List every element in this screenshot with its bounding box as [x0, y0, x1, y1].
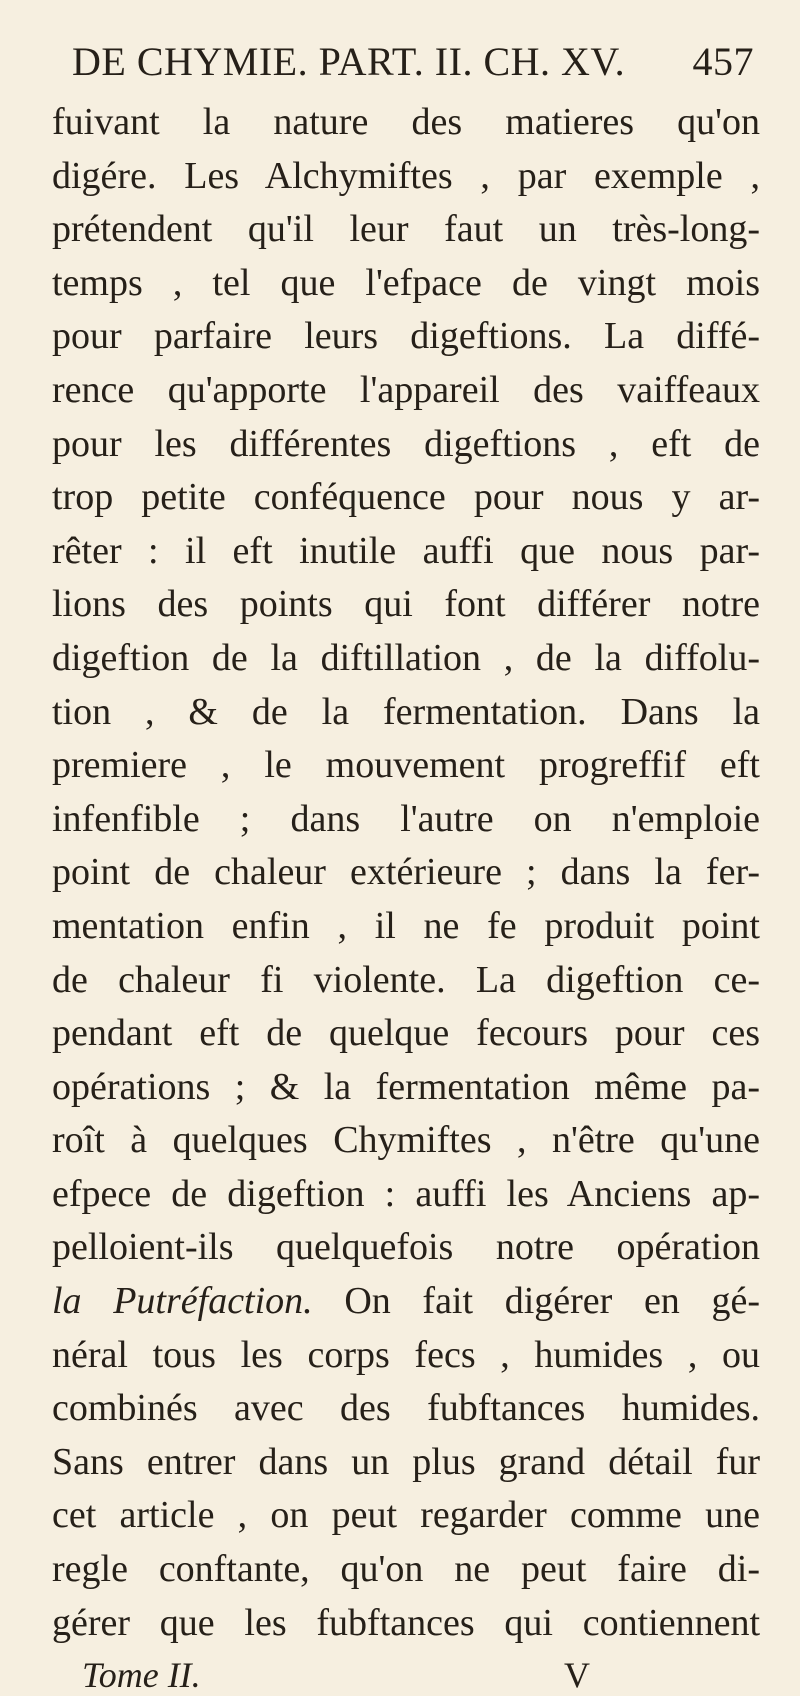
text-line: digére. Les Alchymiftes , par exemple , [52, 154, 760, 197]
text-line: mentation enfin , il ne fe produit point [52, 904, 760, 947]
page-footer [52, 1654, 760, 1696]
text-line: rêter : il eft inutile auffi que nous par- [52, 529, 760, 572]
tome-label: Tome II. [82, 1655, 201, 1696]
text-line: trop petite conféquence pour nous y ar- [52, 476, 760, 519]
italic-term: la Putréfaction. [52, 1280, 313, 1323]
text-line: pour les différentes digeftions , eft de [52, 422, 760, 465]
text-line: pendant eft de quelque fecours pour ces [52, 1012, 760, 1055]
running-title: DE CHYMIE. PART. II. CH. XV. [72, 39, 626, 84]
text-line: fuivant la nature des matieres qu'on [52, 101, 760, 143]
text-line: lions des points qui font différer notre [52, 583, 760, 626]
text-line: pelloient-ils quelquefois notre opération [52, 1226, 760, 1269]
text-line: efpece de digeftion : auffi les Anciens ap- [52, 1172, 760, 1215]
text-line: point de chaleur extérieure ; dans la fer- [52, 851, 760, 894]
body-text [52, 96, 760, 1650]
text-line: de chaleur fi violente. La digeftion ce- [52, 958, 760, 1001]
text-line-italic [52, 1275, 760, 1329]
text-line: temps , tel que l'efpace de vingt mois [52, 261, 760, 304]
page-number: 457 [692, 39, 754, 84]
text-line: tion , & de la fermentation. Dans la [52, 690, 760, 733]
text-line: digeftion de la diftillation , de la diffolu- [52, 636, 760, 679]
text-line: opérations ; & la fermentation même pa- [52, 1065, 760, 1108]
text-line: Sans entrer dans un plus grand détail fur [52, 1440, 760, 1483]
text-line: néral tous les corps fecs , humides , ou [52, 1333, 760, 1376]
text-line: cet article , on peut regarder comme une [52, 1494, 760, 1537]
signature-mark: V [564, 1655, 590, 1696]
text-line: prétendent qu'il leur faut un très-long- [52, 208, 760, 251]
text-line: gérer que les fubftances qui contiennent [52, 1601, 760, 1644]
page-header [52, 38, 760, 94]
text-line: pour parfaire leurs digeftions. La diffé- [52, 315, 760, 358]
text-line: roît à quelques Chymiftes , n'être qu'une [52, 1119, 760, 1162]
text-line: infenfible ; dans l'autre on n'emploie [52, 797, 760, 840]
text-line: combinés avec des fubftances humides. [52, 1387, 760, 1430]
text-line: regle conftante, qu'on ne peut faire di- [52, 1548, 760, 1591]
text-line: premiere , le mouvement progreffif eft [52, 744, 760, 787]
text-line: rence qu'apporte l'appareil des vaiffeaux [52, 368, 760, 411]
text-line-rest: On fait digérer en gé- [312, 1280, 760, 1323]
